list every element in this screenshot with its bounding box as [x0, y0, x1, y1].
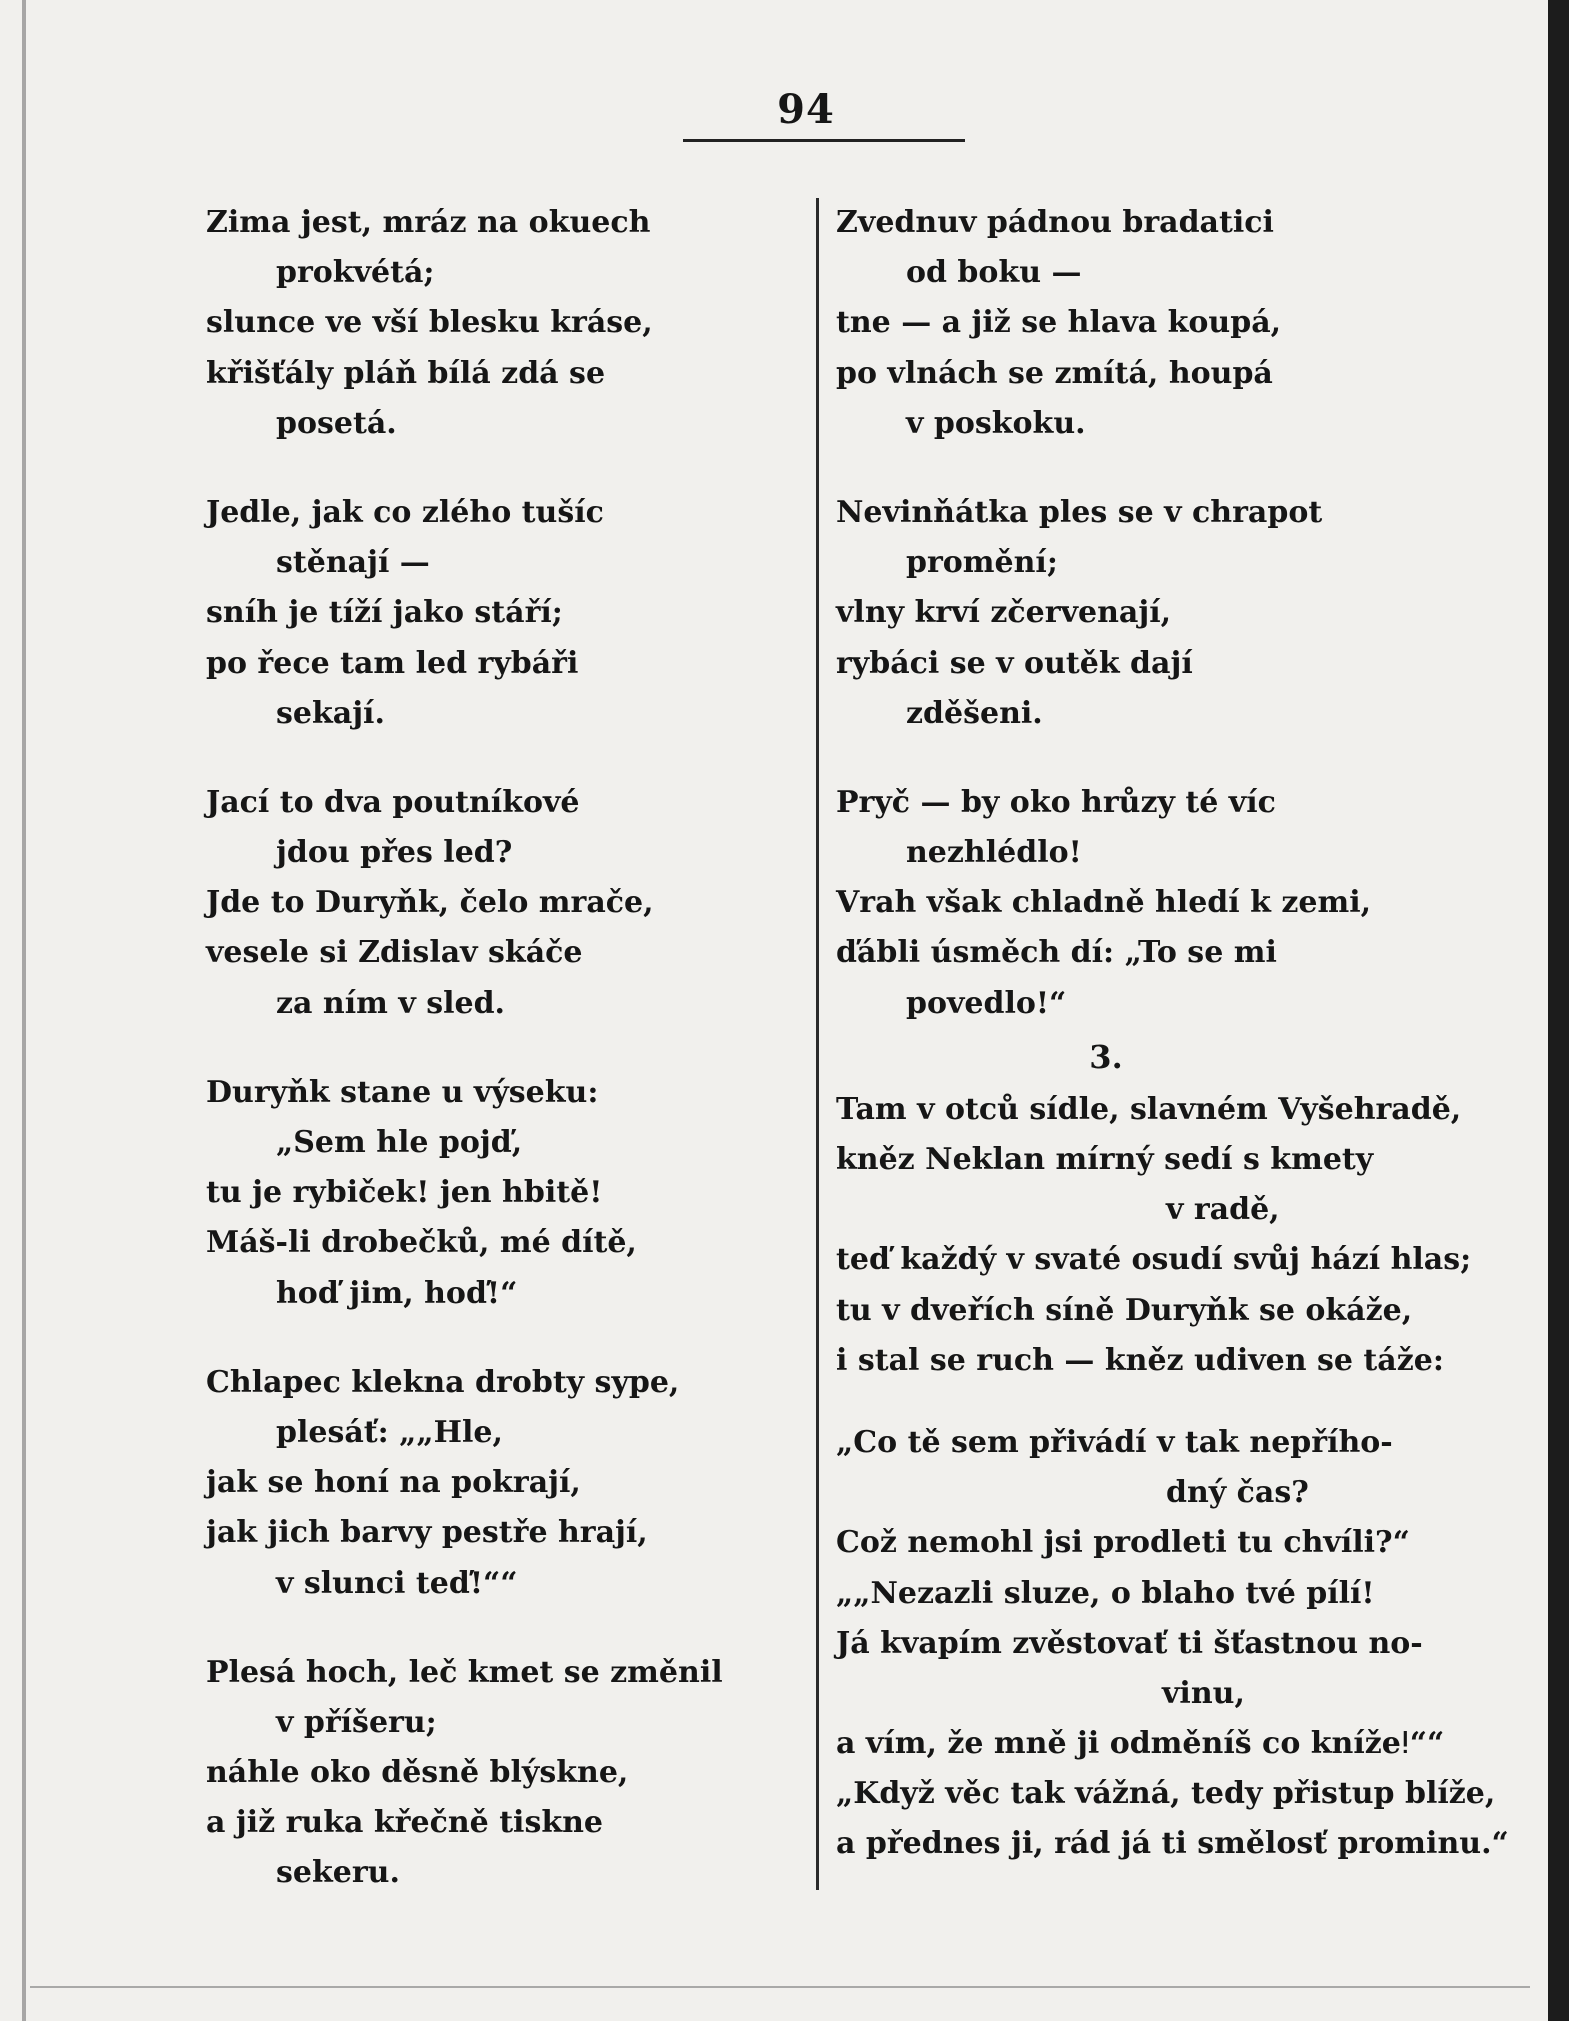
verse-line: sekeru. [276, 1855, 400, 1891]
verse-line: Já kvapím zvěstovať ti šťastnou no- [836, 1625, 1423, 1661]
verse-line: ďábli úsměch dí: „To se mi [836, 935, 1277, 971]
verse-line: křišťály pláň bílá zdá se [206, 355, 606, 391]
verse-line: jak jich barvy pestře hrají, [206, 1515, 648, 1551]
verse-line: posetá. [276, 405, 397, 441]
stanza [836, 198, 1456, 449]
verse-line: povedlo!“ [906, 985, 1067, 1021]
verse-line: „Sem hle pojď, [276, 1125, 523, 1160]
section-number: 3. [1089, 1037, 1123, 1076]
verse-line: teď každý v svaté osudí svůj hází hlas; [836, 1242, 1472, 1278]
verse-line: jak se honí na pokrají, [206, 1465, 581, 1501]
verse-line: Což nemohl jsi prodleti tu chvíli?“ [836, 1525, 1410, 1561]
verse-line: vesele si Zdislav skáče [206, 935, 583, 971]
stanza-gap [206, 739, 766, 778]
stanza-gap [206, 1029, 766, 1068]
verse-line: v radě, [1166, 1192, 1280, 1228]
stanza [836, 1418, 1509, 1870]
verse-line: v poskoku. [906, 405, 1086, 441]
verse-line: náhle oko děsně blýskne, [206, 1755, 629, 1791]
stanza-gap [206, 1319, 766, 1358]
verse-line: Pryč — by oko hrůzy té víc [836, 784, 1276, 820]
stanza [206, 778, 766, 1029]
page-left-edge [22, 0, 26, 2021]
page-bottom-edge [30, 1986, 1530, 1988]
right-column [836, 198, 1509, 1870]
verse-line: Vrah však chladně hledí k zemi, [836, 885, 1372, 921]
stanza [206, 198, 766, 449]
header-rule [683, 139, 965, 142]
stanza [206, 488, 766, 739]
verse-line: „Co tě sem přivádí v tak nepřího- [836, 1424, 1393, 1460]
verse-line: Duryňk stane u výseku: [206, 1074, 599, 1110]
verse-line: hoď jim, hoď!“ [276, 1275, 518, 1311]
verse-line: kněz Neklan mírný sedí s kmety [836, 1142, 1374, 1177]
verse-line: promění; [906, 545, 1058, 581]
stanza-gap [836, 739, 1456, 778]
verse-line: v příšeru; [276, 1704, 437, 1740]
verse-line: po řece tam led rybáři [206, 645, 579, 681]
verse-line: Zima jest, mráz na okuech [206, 205, 651, 240]
verse-line: a přednes ji, rád já ti smělosť prominu.“ [836, 1826, 1509, 1862]
verse-line: Plesá hoch, leč kmet se změnil [206, 1654, 723, 1690]
verse-line: a již ruka křečně tiskne [206, 1805, 604, 1841]
verse-line: Nevinňátka ples se v chrapot [836, 494, 1323, 530]
verse-line: za ním v sled. [276, 985, 505, 1021]
stanza [206, 1068, 766, 1319]
verse-line: stěnají — [276, 545, 430, 581]
verse-line: nezhlédlo! [906, 835, 1082, 871]
right-column-stanzas-after [836, 1085, 1509, 1870]
page-right-binding-shadow [1548, 0, 1569, 2021]
verse-line: vlny krví zčervenají, [836, 595, 1172, 631]
verse-line: sníh je tíží jako stáří; [206, 595, 563, 631]
stanza [836, 1085, 1472, 1386]
right-column-stanzas-before [836, 198, 1456, 1029]
verse-line: i stal se ruch — kněz udiven se táže: [836, 1342, 1444, 1378]
verse-line: dný čas? [1166, 1475, 1309, 1511]
stanza [206, 1648, 766, 1899]
stanza [836, 488, 1456, 739]
verse-line: Zvednuv pádnou bradatici [836, 205, 1274, 240]
verse-line: a vím, že mně ji odměníš co knížeǃ““ [836, 1726, 1445, 1762]
verse-line: rybáci se v outěk dají [836, 645, 1193, 681]
verse-line: „„Nezazli sluze, o blaho tvé pílí! [836, 1575, 1375, 1611]
page-number: 94 [777, 86, 835, 133]
verse-line: po vlnách se zmítá, houpá [836, 355, 1273, 391]
verse-line: sekají. [276, 695, 385, 731]
stanza [206, 1358, 766, 1609]
verse-line: od boku — [906, 255, 1082, 291]
verse-line: Jací to dva poutníkové [206, 784, 580, 820]
verse-line: tne — a již se hlava koupá, [836, 305, 1282, 341]
verse-line: jdou přes led? [276, 835, 513, 871]
left-column [206, 198, 766, 1899]
stanza-gap [836, 1386, 1456, 1418]
stanza-gap [206, 1609, 766, 1648]
verse-line: v slunci teď!““ [276, 1565, 518, 1601]
verse-line: Jedle, jak co zlého tušíc [206, 494, 604, 530]
verse-line: Chlapec klekna drobty sype, [206, 1364, 680, 1400]
verse-line: Jde to Duryňk, čelo mrače, [206, 885, 654, 921]
stanza-gap [836, 449, 1456, 488]
verse-line: plesáť: „„Hle, [276, 1414, 503, 1450]
verse-line: Tam v otců sídle, slavném Vyšehradě, [836, 1091, 1462, 1127]
verse-line: „Když věc tak vážná, tedy přistup blíže, [836, 1776, 1496, 1812]
verse-line: slunce ve vší blesku kráse, [206, 305, 653, 341]
verse-line: Máš-li drobečků, mé dítě, [206, 1225, 637, 1261]
verse-line: vinu, [1162, 1675, 1245, 1711]
stanza-gap [206, 449, 766, 488]
verse-line: prokvétá; [276, 255, 435, 291]
stanza [836, 778, 1456, 1029]
verse-line: tu v dveřích síně Duryňk se okáže, [836, 1292, 1413, 1328]
verse-line: tu je rybiček! jen hbitě! [206, 1175, 603, 1211]
verse-line: zděšeni. [906, 695, 1043, 731]
